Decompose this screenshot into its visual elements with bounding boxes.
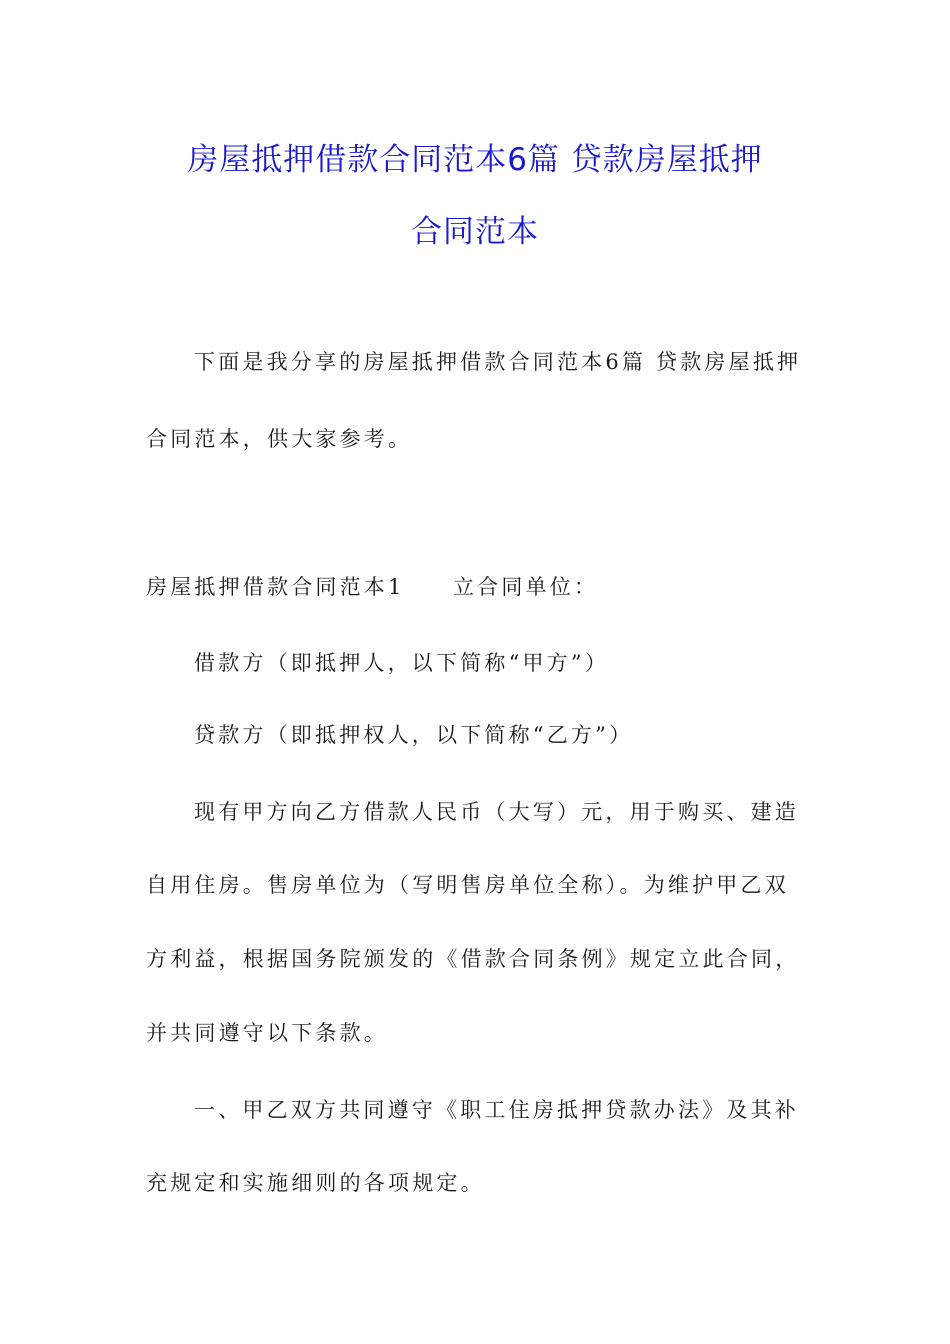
intro-paragraph-line-1: 下面是我分享的房屋抵押借款合同范本6篇 贷款房屋抵押 [194, 350, 802, 374]
clause-one-line-1: 一、甲乙双方共同遵守《职工住房抵押贷款办法》及其补 [194, 1098, 799, 1122]
lender-line: 贷款方（即抵押权人，以下简称“乙方”） [194, 723, 634, 747]
clause-one-line-2: 充规定和实施细则的各项规定。 [146, 1171, 485, 1195]
body-paragraph-line-1: 现有甲方向乙方借款人民币（大写）元，用于购买、建造 [194, 800, 799, 824]
body-paragraph-line-2: 自用住房。售房单位为（写明售房单位全称）。为维护甲乙双 [146, 873, 789, 897]
intro-paragraph-line-2: 合同范本，供大家参考。 [146, 427, 413, 451]
section-heading: 房屋抵押借款合同范本1 立合同单位： [146, 575, 599, 599]
body-paragraph-line-3: 方利益，根据国务院颁发的《借款合同条例》规定立此合同， [146, 947, 800, 971]
document-title-line-1: 房屋抵押借款合同范本6篇 贷款房屋抵押 [187, 142, 763, 178]
borrower-line: 借款方（即抵押人，以下简称“甲方”） [194, 651, 610, 675]
body-paragraph-line-4: 并共同遵守以下条款。 [146, 1021, 388, 1045]
document-title-line-2: 合同范本 [411, 214, 539, 250]
